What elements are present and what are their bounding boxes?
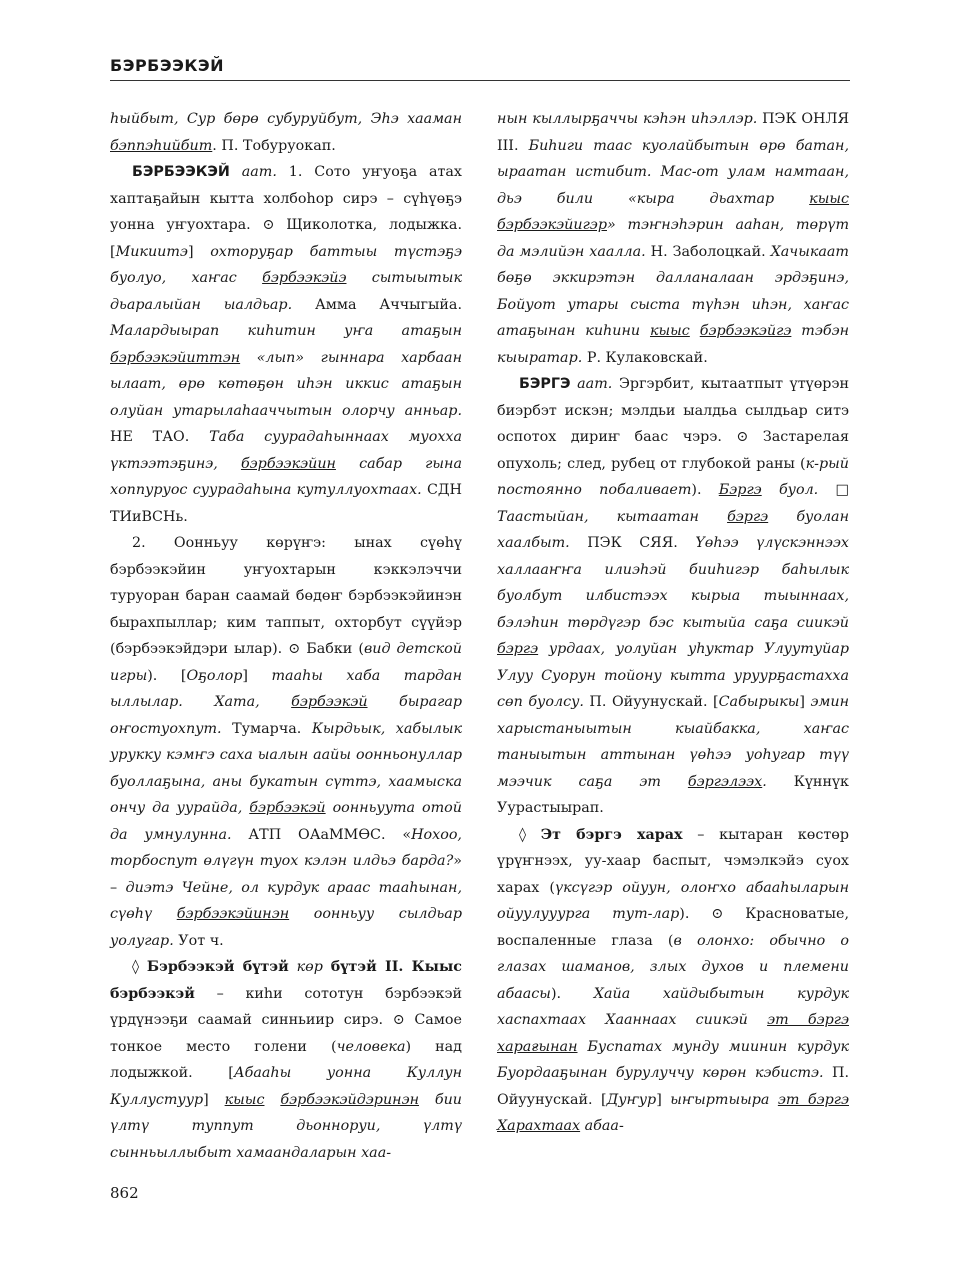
text-segment: Амма Аччыгыйа. bbox=[292, 296, 462, 313]
text-segment: тэбэн кыыратар. bbox=[497, 323, 849, 366]
dictionary-paragraph bbox=[497, 822, 849, 1140]
headword: БЭРГЭ bbox=[519, 376, 571, 392]
dictionary-paragraph bbox=[497, 106, 849, 371]
phrase-term: бүтэй II. Кыыс бэрбээкэй bbox=[110, 959, 463, 1002]
example-keyword: кыыс bbox=[809, 190, 849, 207]
text-segment: НЕ ТАО. bbox=[110, 429, 210, 445]
example-keyword: бэрбээкэйэ bbox=[262, 270, 347, 286]
text-segment: Сабырыкы bbox=[718, 694, 800, 710]
text-segment: буолан хаалбыт. bbox=[497, 508, 850, 551]
text-segment: Кырдьык, хабылык урукку кэмҥэ саха ыалын аайы оонньонуллар буоллаҕына, аны букатын сүттэ, хаамыска ончу да уурайда, bbox=[110, 720, 462, 816]
right-column bbox=[497, 106, 849, 1140]
text-segment: ] bbox=[656, 1091, 671, 1108]
text-segment: Эргэрбит, кытаатпыт үтүөрэн биэрбэт искэн; мэлдьи ыалдьа сылдьар ситэ оспотох дириҥ баас чэрэ. ⊙ Застарелая опухоль; след, рубец от глубокой раны ( bbox=[497, 376, 849, 472]
dictionary-paragraph bbox=[110, 159, 462, 530]
text-segment: – кытаран көстөр үрүҥнээх, уу-хаар баспыт, чэмэлкэйэ суох харах ( bbox=[497, 826, 850, 896]
example-keyword: харағынан bbox=[497, 1038, 578, 1055]
text-segment: ] bbox=[242, 667, 272, 684]
example-keyword: кыыс bbox=[224, 1091, 265, 1108]
text-segment: оонньуу сылдьар уолугар. bbox=[110, 906, 462, 949]
text-segment: Буспатах мунду миинин курдук Буордааҕынан бурулуччу көрөн кэбистэ. bbox=[497, 1038, 849, 1081]
text-segment: Оҕолор bbox=[186, 667, 243, 684]
text-segment: Хачыкаат бөҕө эккирэтэн далланалаан эрдэҕинэ, Бойуот утары сыста түһэн иһэн, хаҥас атаҕынан киһини bbox=[497, 243, 849, 339]
text-segment: Микиитэ bbox=[115, 243, 188, 260]
example-keyword: бэрбээкэй bbox=[249, 800, 326, 816]
text-segment: аат. bbox=[229, 164, 277, 180]
text-segment: Үөһээ үлүскэннээх халлааҥҥа илиэһэй бииһигэр баһылык буолбут илбистээх кырыа тыыннаах, бэлэһин төрдүгэр бэс кытыйа саҕа сиикэй bbox=[497, 535, 849, 631]
text-segment: АТП ОАаММӨС. « bbox=[231, 826, 412, 843]
text-segment: ] bbox=[203, 1091, 225, 1108]
text-segment: ] bbox=[799, 694, 811, 710]
dictionary-paragraph bbox=[110, 954, 462, 1166]
example-keyword: бэргэ bbox=[497, 641, 539, 657]
text-segment bbox=[264, 1092, 280, 1108]
text-segment: П. Ойуунускай. [ bbox=[497, 1065, 849, 1108]
text-segment: бии үлтү туппут дьонноруи, үлтү сынньыллыбыт хамаандаларын хаа- bbox=[110, 1091, 463, 1161]
text-segment: Дуҥур bbox=[606, 1091, 657, 1108]
dictionary-paragraph bbox=[110, 530, 462, 954]
example-keyword: кыыс bbox=[649, 323, 690, 339]
example-keyword: бэрбээкэйгэ bbox=[699, 323, 792, 339]
text-segment: охторуҕар баттыы түстэҕэ буолуо, хаҥас bbox=[110, 243, 462, 286]
text-segment: Тумарча. bbox=[221, 720, 312, 737]
header-rule bbox=[110, 80, 850, 81]
text-segment: Таба суурадаһыннаах муохха үктээтэҕинэ, bbox=[110, 429, 462, 472]
text-segment: к-рый постоянно побаливает bbox=[497, 455, 849, 498]
text-segment: ПЭК СЯЯ. bbox=[569, 535, 696, 551]
text-segment: ). bbox=[550, 985, 594, 1002]
text-segment: бырагар оҥостуохпут. bbox=[110, 694, 462, 737]
text-segment: ◊ bbox=[519, 826, 541, 843]
text-segment: Р. Кулаковскай. bbox=[582, 349, 708, 366]
text-segment: 2. Оонньуу көрүҥэ: ынах сүөһү бэрбээкэйин уҥуохтарын кэккэлэччи туруоран баран саамай бөдөҥ бэрбээкэйинэн бырахпыллар; ким таппыт, охторбут сүүйэр (бэрбээкэйдэри ылар). ⊙ Бабки ( bbox=[110, 535, 462, 657]
text-segment: сытыытык дьаралыйан ыалдьар. bbox=[110, 270, 462, 313]
text-segment: . bbox=[762, 773, 767, 790]
text-segment: Н. Заболоцкай. bbox=[645, 243, 771, 260]
example-keyword: бэрбээкэйигэр bbox=[497, 217, 607, 233]
example-keyword: бэрбээкэйинэн bbox=[176, 906, 290, 922]
text-segment: буол. bbox=[761, 482, 819, 498]
example-keyword: бэрбээкэйдэринэн bbox=[280, 1091, 419, 1108]
text-segment: ПЭК ОНЛЯ III. bbox=[497, 111, 849, 154]
text-segment: Уот ч. bbox=[173, 932, 224, 949]
text-segment: ◊ bbox=[132, 959, 147, 975]
text-segment: Малардыырап киһитин уҥа атаҕын bbox=[110, 323, 462, 339]
text-segment: тааһы хаба тардан ыллылар. Хата, bbox=[110, 667, 462, 710]
page-number: 862 bbox=[110, 1184, 139, 1202]
text-segment: » тэҥнэһэрин ааһан, төрүт да мэлийэн хаалла. bbox=[497, 217, 849, 260]
text-segment: урдаах, уолуйан уһуктар Улуутуйар Улуу Суорун тойону кытта уруурҕастахха сөп буолсу. bbox=[497, 641, 849, 710]
example-keyword: бэрбээкэй bbox=[291, 694, 368, 710]
example-keyword: бэргэ bbox=[727, 508, 769, 525]
dictionary-paragraph bbox=[497, 371, 849, 822]
text-segment: диэтэ Чейне, ол курдук араас тааһынан, сүөһү bbox=[110, 879, 462, 922]
text-segment: Таастыйан, кытаатан bbox=[497, 508, 728, 525]
text-segment: үксүгэр ойуун, олоҥхо абааһыларын ойуулууурга тут-лар bbox=[497, 879, 849, 922]
text-segment: Күннүк Уурастыырап. bbox=[497, 773, 849, 816]
text-segment: Нохоо, торбоспут өлүгүн туох кэлэн илдьэ барда? bbox=[110, 826, 462, 869]
text-segment: Хайа хайдыбытын курдук хаспахтаах Хааннаах сиикэй bbox=[497, 985, 850, 1028]
text-segment: СДН ТИиВСНь. bbox=[110, 482, 462, 525]
text-segment: ] bbox=[187, 243, 211, 260]
left-column bbox=[110, 106, 462, 1166]
running-header: БЭРБЭЭКЭЙ bbox=[110, 56, 225, 75]
text-segment: . П. Тобуруокап. bbox=[212, 137, 336, 154]
text-segment: аат. bbox=[570, 376, 613, 392]
phrase-term: Бэрбээкэй бүтэй bbox=[146, 959, 289, 975]
text-segment: человека bbox=[336, 1038, 406, 1055]
text-segment: в олонхо: обычно о глазах шаманов, злых духов и племени абаасы bbox=[497, 932, 849, 1002]
text-segment bbox=[690, 323, 700, 339]
text-segment: ). ⊙ Красноватые, воспаленные глаза ( bbox=[497, 906, 849, 949]
text-segment: оонньуута отой да умнулунна. bbox=[110, 800, 462, 843]
text-segment: П. Ойуунускай. [ bbox=[583, 694, 719, 710]
text-segment: – киһи сототун бэрбээкэй үрдүнээҕи саамай синньиир сирэ. ⊙ Самое тонкое место голени ( bbox=[110, 985, 462, 1055]
example-keyword: бэргэлээх bbox=[687, 773, 763, 790]
text-segment: сабар гына хоппуруос суурадаһына кутуллуохтаах. bbox=[110, 455, 462, 498]
text-segment: ). [ bbox=[147, 667, 187, 684]
text-segment: » – bbox=[110, 853, 462, 896]
phrase-term: Эт бэргэ харах bbox=[540, 826, 683, 843]
text-segment: 1. Сото уҥуоҕа атах хаптаҕайын кытта холбоһор сирэ – сүһүөҕэ уонна уҥуохтара. ⊙ Щиколотка, лодыжка. [ bbox=[110, 164, 462, 260]
example-keyword: бэппэһийбит bbox=[110, 137, 213, 154]
text-segment: ). bbox=[691, 482, 719, 498]
example-keyword: эт бэргэ bbox=[767, 1012, 849, 1028]
text-segment: Абааһы уонна Куллун Куллустуур bbox=[110, 1065, 463, 1108]
text-segment: һыйбыт, Сур бөрө субуруйбут, Эһэ хааман bbox=[110, 111, 462, 127]
example-keyword: бэрбээкэйиттэн bbox=[110, 349, 241, 366]
example-keyword: эт бэргэ bbox=[777, 1091, 849, 1108]
text-segment: □ bbox=[818, 482, 849, 498]
text-segment: нын кыллырҕаччы кэһэн иһэллэр. bbox=[497, 111, 758, 127]
example-keyword: бэрбээкэйин bbox=[240, 455, 336, 472]
text-segment: ыҥыртыыра bbox=[670, 1091, 778, 1108]
text-segment: Биһиги таас куолайбытын өрө батан, ыраатан истибит. Мас-от улам намтаан, дьэ били «кыра дьахтар bbox=[497, 137, 849, 207]
text-segment: ) над лодыжкой. [ bbox=[110, 1038, 462, 1081]
headword: БЭРБЭЭКЭЙ bbox=[132, 164, 230, 180]
text-segment: вид детской игры bbox=[110, 641, 462, 684]
example-keyword: Бэргэ bbox=[718, 482, 762, 498]
text-segment: «лып» гыннара харбаан ылаат, өрө көтөҕөн иһэн иккис атаҕын олуйан утарылаһааччытын олорчу анньар. bbox=[110, 349, 462, 419]
text-segment: абаа- bbox=[580, 1118, 624, 1134]
dictionary-paragraph bbox=[110, 106, 462, 159]
text-segment: эмин харыстаныытын кыайбакка, хаҥас таныытын аттынан үөһээ уоһугар түү мээчик саҕа эт bbox=[497, 694, 850, 790]
example-keyword: Харахтаах bbox=[497, 1118, 581, 1134]
text-segment: көр bbox=[288, 959, 331, 975]
